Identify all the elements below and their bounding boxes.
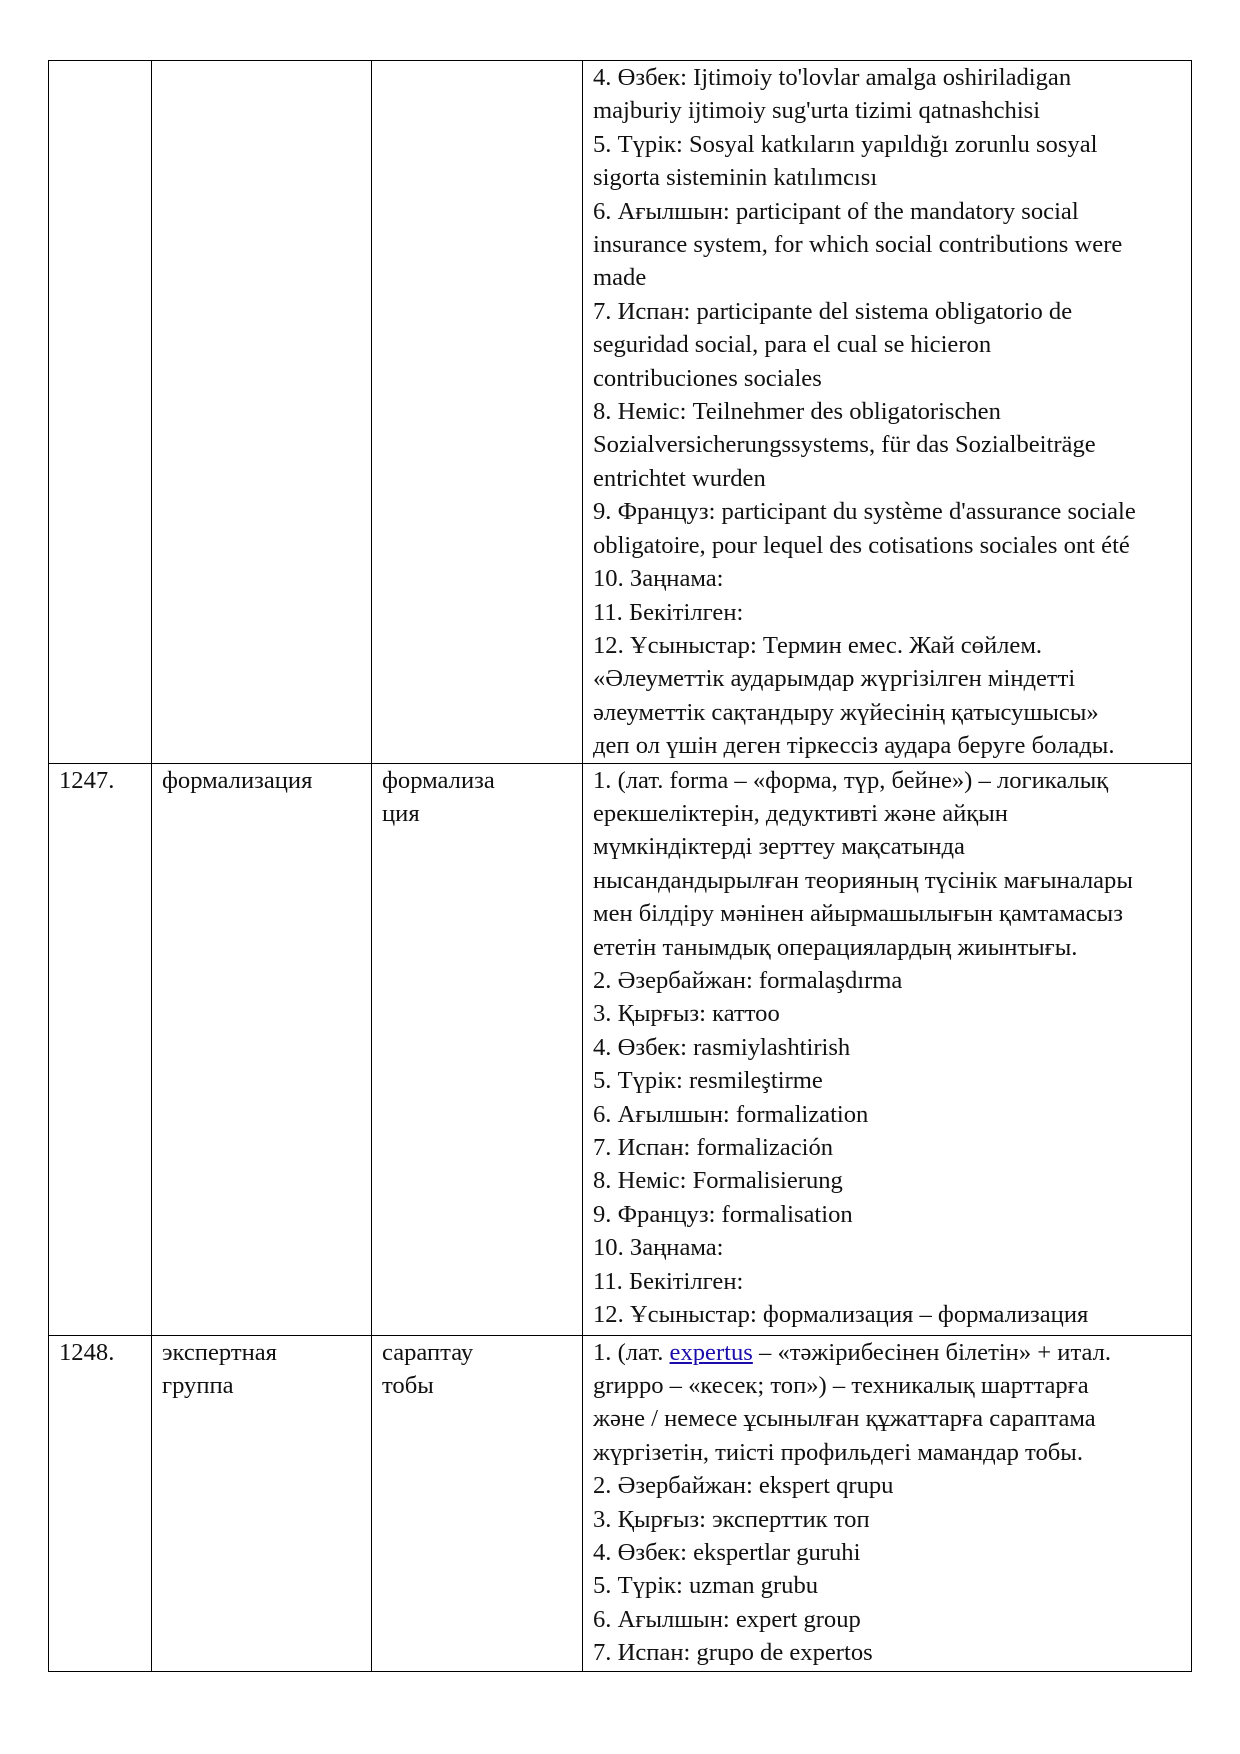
kazakh-term-line: тобы <box>382 1371 434 1399</box>
definition-line: sigorta sisteminin katılımcısı <box>593 164 878 192</box>
russian-term-cell <box>152 61 372 764</box>
definition-line: 6. Ағылшын: participant of the mandatory social <box>593 197 1079 225</box>
definition-line: 11. Бекітілген: <box>593 598 744 626</box>
definition-line: 6. Ағылшын: formalization <box>593 1100 869 1128</box>
definition-line: 8. Неміс: Formalisierung <box>593 1167 843 1195</box>
term-number-cell <box>49 763 152 1335</box>
definition-line: жүргізетін, тиісті профильдегі мамандар тобы. <box>593 1438 1083 1466</box>
definition-line: 1. (лат. expertus – «тәжірибесінен білетін» + итал. <box>593 1338 1112 1366</box>
definition-line: 2. Әзербайжан: ekspert qrupu <box>593 1472 894 1500</box>
definition-line: entrichtet wurden <box>593 464 766 492</box>
term-number: 1247. <box>59 766 115 794</box>
definition-line: 10. Заңнама: <box>593 1234 724 1262</box>
definition-line: seguridad social, para el cual se hicieron <box>593 331 992 359</box>
table-row <box>49 61 1192 764</box>
definition-line: 5. Түрік: Sosyal katkıların yapıldığı zorunlu sosyal <box>593 130 1098 158</box>
definition-line: 5. Түрік: resmileştirme <box>593 1067 823 1095</box>
definition-line: majburiy ijtimoiy sug'urta tizimi qatnashchisi <box>593 97 1041 125</box>
definition-line: деп ол үшін деген тіркессіз аудара беруге болады. <box>593 732 1115 760</box>
russian-term-line: группа <box>162 1371 234 1399</box>
definition-line: «Әлеуметтік аударымдар жүргізілген міндетті <box>593 665 1076 693</box>
definition-line: grиppo – «кесек; топ») – техникалық шарттарға <box>593 1371 1089 1399</box>
definition-line: 9. Француз: participant du système d'assurance sociale <box>593 498 1136 526</box>
term-number: 1248. <box>59 1338 115 1366</box>
definition-line: 10. Заңнама: <box>593 565 724 593</box>
definition-line: contribuciones sociales <box>593 364 822 392</box>
definition-line: 12. Ұсыныстар: Термин емес. Жай сөйлем. <box>593 631 1043 659</box>
definition-line: insurance system, for which social contributions were <box>593 231 1123 259</box>
definition-line: ерекшеліктерін, дедуктивті және айқын <box>593 799 1008 827</box>
definition-line: 6. Ағылшын: expert group <box>593 1605 861 1633</box>
definition-line: 1. (лат. forma – «форма, түр, бейне») – логикалық <box>593 766 1109 794</box>
definition-line: мүмкіндіктерді зерттеу мақсатында <box>593 833 965 861</box>
definition-line: 8. Неміс: Teilnehmer des obligatorischen <box>593 398 1001 426</box>
definition-line: 7. Испан: grupo de expertos <box>593 1639 873 1667</box>
definition-line: 4. Өзбек: rasmiylashtirish <box>593 1033 851 1061</box>
term-number-cell <box>49 1335 152 1671</box>
russian-term: формализация <box>162 766 313 794</box>
kazakh-term-cell <box>372 61 583 764</box>
definition-line: 4. Өзбек: ekspertlar guruhi <box>593 1538 861 1566</box>
kazakh-term-line: формализа <box>382 766 495 794</box>
definition-line: 4. Өзбек: Ijtimoiy to'lovlar amalga oshiriladigan <box>593 64 1072 91</box>
russian-term-cell <box>152 1335 372 1671</box>
definition-line: мен білдіру мәнінен айырмашылығын қамтамасыз <box>593 900 1123 928</box>
kazakh-term-line: ция <box>382 799 420 827</box>
definition-line: Sozialversicherungssystems, für das Sozialbeiträge <box>593 431 1096 459</box>
definition-line: 3. Қырғыз: эксперттик топ <box>593 1505 870 1533</box>
definition-line: және / немесе ұсынылған құжаттарға сараптама <box>593 1405 1096 1433</box>
term-number-cell <box>49 61 152 764</box>
definition-line: нысандандырылған теорияның түсінік мағыналары <box>593 866 1133 894</box>
definition-line: 9. Француз: formalisation <box>593 1200 853 1228</box>
definition-line: 11. Бекітілген: <box>593 1267 744 1295</box>
definition-line: obligatoire, pour lequel des cotisations sociales ont été <box>593 531 1130 559</box>
definition-line: 5. Түрік: uzman grubu <box>593 1572 819 1600</box>
russian-term-line: экспертная <box>162 1338 277 1366</box>
definition-line: әлеуметтік сақтандыру жүйесінің қатысушысы» <box>593 698 1099 726</box>
definition-line: made <box>593 264 647 292</box>
kazakh-term-line: сараптау <box>382 1338 474 1366</box>
definition-line: 3. Қырғыз: каттоо <box>593 1000 780 1028</box>
definition-line: 12. Ұсыныстар: формализация – формализация <box>593 1301 1089 1329</box>
definition-cell <box>583 763 1192 1335</box>
table-row <box>49 763 1192 1335</box>
definition-cell <box>583 61 1192 764</box>
kazakh-term-cell <box>372 763 583 1335</box>
russian-term-cell <box>152 763 372 1335</box>
definition-line: 7. Испан: participante del sistema obligatorio de <box>593 297 1073 325</box>
terminology-table <box>48 60 1192 1672</box>
definition-line: 2. Әзербайжан: formalaşdırma <box>593 966 903 994</box>
expertus-link[interactable]: expertus <box>669 1338 753 1366</box>
definition-line: 7. Испан: formalización <box>593 1134 834 1161</box>
definition-line: ететін танымдық операциялардың жиынтығы. <box>593 933 1078 961</box>
table-row <box>49 1335 1192 1671</box>
definition-cell <box>583 1335 1192 1671</box>
kazakh-term-cell <box>372 1335 583 1671</box>
